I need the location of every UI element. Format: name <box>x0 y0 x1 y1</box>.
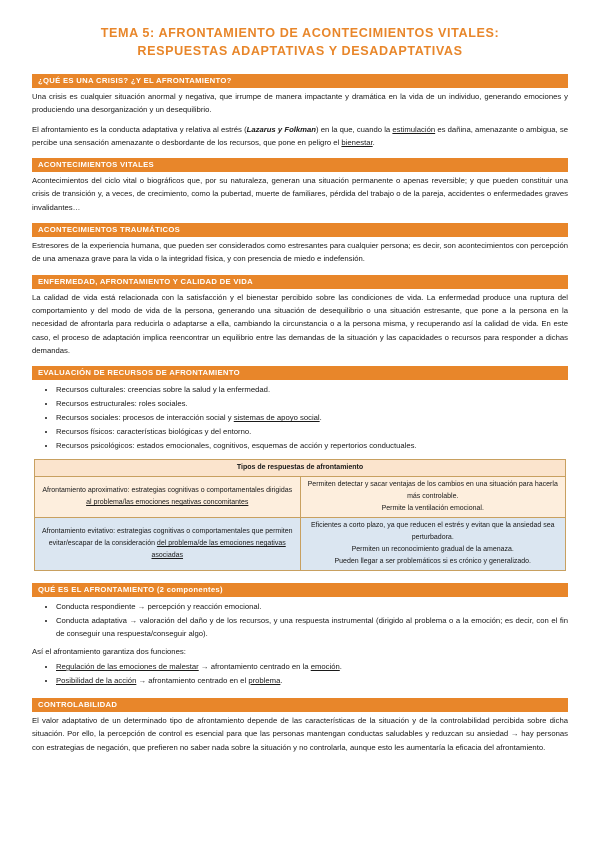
list-item: • Recursos físicos: características biológicas y del entorno. <box>56 425 568 439</box>
table-cell <box>35 477 301 518</box>
list-item: • Conducta respondiente → percepción y reacción emocional. <box>56 600 568 614</box>
list-item: • Recursos estructurales: roles sociales. <box>56 397 568 411</box>
list-item <box>56 674 568 688</box>
cell-line: Permiten un reconocimiento gradual de la amenaza. <box>351 546 514 554</box>
list-item <box>56 660 568 674</box>
underlined-term: emoción <box>310 662 340 672</box>
section-header-crisis: ¿QUÉ ES UNA CRISIS? ¿Y EL AFRONTAMIENTO? <box>32 74 568 88</box>
componentes-list <box>32 600 568 641</box>
vitales-paragraph: Acontecimientos del ciclo vital o biográficos que, por su naturaleza, generan una situación permanente o apenas reversible; y que pueden constituir una crisis de transición y, a veces, de crecimiento, como la pubertad, muerte de familiares, pérdida del trabajo o de la pareja, accidentes o enfermedades graves invalidantes… <box>32 176 568 212</box>
section-header-traumaticos: ACONTECIMIENTOS TRAUMÁTICOS <box>32 223 568 237</box>
text-run: . <box>372 137 375 147</box>
crisis-paragraph: Una crisis es cualquier situación anormal y negativa, que irrumpe de manera impactante y dramática en la vida de un individuo, generando emociones y produciendo una desorganización y un desequilibrio. <box>32 92 568 115</box>
section-header-controlabilidad: CONTROLABILIDAD <box>32 698 568 712</box>
cell-line: Permiten detectar y sacar ventajas de los cambios en una situación para hacerla más controlable. <box>307 481 558 501</box>
list-item: • Conducta adaptativa → valoración del daño y de los recursos, y una respuesta instrumental (dirigido al problema o a la emoción; es decir, con el fin de conseguir una respuesta/conseguir algo). <box>56 614 568 641</box>
text-run: Afrontamiento aproximativo: estrategias cognitivas o comportamentales dirigidas <box>42 487 293 495</box>
afrontamiento-paragraph <box>32 123 568 150</box>
table-row <box>35 518 566 571</box>
section-header-que-es-afrontamiento: QUÉ ES EL AFRONTAMIENTO (2 componentes) <box>32 583 568 597</box>
underlined-term: Regulación de las emociones de malestar <box>56 662 199 672</box>
traumaticos-paragraph: Estresores de la experiencia humana, que pueden ser considerados como estresantes para cualquier persona; es decir, son acontecimientos con percepción de una amenaza grave para la vida o la integridad física, y con presencia de miedo e indefensión. <box>32 241 568 264</box>
section-body-acontecimientos-vitales <box>32 174 568 214</box>
text-run: → afrontamiento centrado en el <box>136 676 249 686</box>
underlined-term: bienestar <box>341 137 373 147</box>
page-title <box>32 24 568 60</box>
section-body-enfermedad <box>32 291 568 357</box>
text-run: . <box>339 662 342 672</box>
underlined-term: Posibilidad de la acción <box>56 676 137 686</box>
text-run: . <box>319 413 322 423</box>
underlined-term: sistemas de apoyo social <box>233 413 320 423</box>
funciones-intro: Así el afrontamiento garantiza dos funciones: <box>32 646 186 656</box>
underlined-term: del problema/de las emociones negativas asociadas <box>151 540 286 560</box>
list-item: • Recursos psicológicos: estados emocionales, cognitivos, esquemas de acción y repertorios conductuales. <box>56 439 568 453</box>
controlabilidad-paragraph: El valor adaptativo de un determinado tipo de afrontamiento depende de las características de la situación y de la controlabilidad percibida sobre dicha situación. Por ello, la percepción de control es esencial para que las personas mantengan conductas saludables y reduzcan su ansiedad → hay personas con estrategias de negación, que prefieren no saber nada sobre la situación y no controlarla, aunque esto les aumentaría la eficacia del afrontamiento. <box>32 716 568 752</box>
text-run: Recursos sociales: procesos de interacción social y <box>56 413 234 423</box>
text-run: es dañina, amenazante o ambigua, se percibe una sensación amenazante o desbordante de los recursos, que pone en peligro el <box>32 124 568 147</box>
respuestas-table <box>34 459 566 571</box>
section-body-crisis <box>32 90 568 149</box>
text-run: Afrontamiento evitativo: estrategias cognitivas o comportamentales que permiten evitar/escapar de la consideración <box>41 528 293 548</box>
cell-line: Permite la ventilación emocional. <box>381 505 484 513</box>
text-run: El afrontamiento es la conducta adaptativa y relativa al estrés ( <box>32 124 247 134</box>
text-run: ) en la que, cuando la <box>315 124 393 134</box>
table-cell <box>300 477 566 518</box>
document-page <box>32 0 568 754</box>
section-body-controlabilidad <box>32 714 568 754</box>
recursos-list <box>32 383 568 453</box>
text-run: . <box>280 676 283 686</box>
section-header-acontecimientos-vitales: ACONTECIMIENTOS VITALES <box>32 158 568 172</box>
title-line-2: RESPUESTAS ADAPTATIVAS Y DESADAPTATIVAS <box>137 44 463 58</box>
underlined-term: problema <box>248 676 281 686</box>
enfermedad-paragraph: La calidad de vida está relacionada con la satisfacción y el bienestar percibido sobre las condiciones de vida. La enfermedad produce una ruptura del comportamiento y del modo de vida de la persona, generando una situación de desequilibrio o una situación estresante, que pone a la persona en la necesidad de afrontarla para reducirla o adaptarse a ella, cambiando la circunstancia o a la persona misma, y recuperando así la calidad de vida. En este caso, el proceso de adaptación implica reencontrar un equilibrio entre las demandas de la situación y las capacidades o recursos para responder a dichas demandas. <box>32 292 568 355</box>
section-header-recursos: EVALUACIÓN DE RECURSOS DE AFRONTAMIENTO <box>32 366 568 380</box>
text-run: → afrontamiento centrado en la <box>198 662 311 672</box>
section-header-enfermedad: ENFERMEDAD, AFRONTAMIENTO Y CALIDAD DE VIDA <box>32 275 568 289</box>
cell-line: Eficientes a corto plazo, ya que reducen el estrés y evitan que la ansiedad sea perturbadora. <box>310 522 555 542</box>
cell-line: Pueden llegar a ser problemáticos si es crónico y generalizado. <box>334 558 531 566</box>
title-line-1: TEMA 5: AFRONTAMIENTO DE ACONTECIMIENTOS VITALES: <box>100 26 500 40</box>
list-item <box>56 411 568 425</box>
section-body-traumaticos <box>32 239 568 266</box>
table-row <box>35 477 566 518</box>
table-cell <box>300 518 566 571</box>
table-cell <box>35 518 301 571</box>
funciones-list <box>32 660 568 688</box>
underlined-term: estimulación <box>392 124 436 134</box>
authors-italic: Lazarus y Folkman <box>246 124 316 134</box>
table-header: Tipos de respuestas de afrontamiento <box>35 460 566 477</box>
list-item: • Recursos culturales: creencias sobre la salud y la enfermedad. <box>56 383 568 397</box>
underlined-term: al problema/las emociones negativas concomitantes <box>86 499 249 507</box>
